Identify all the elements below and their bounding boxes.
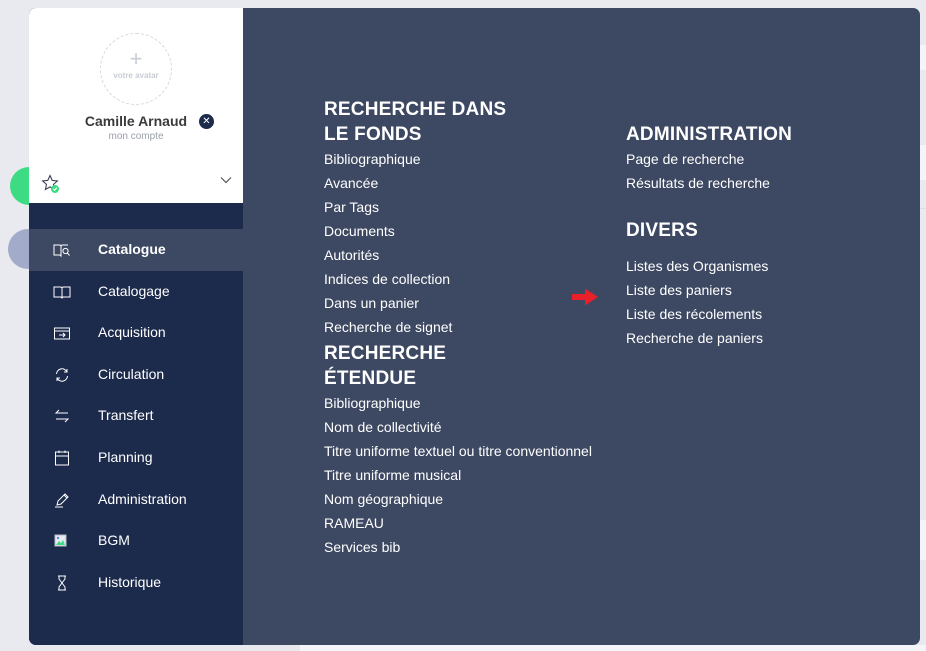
avatar-placeholder-text: votre avatar [113,71,159,80]
menu-column-left [324,97,592,559]
background-fragment [920,145,926,180]
link-autorites[interactable]: Autorités [324,247,380,263]
section-title-recherche-fonds [324,97,592,147]
nav-item-administration[interactable] [29,479,243,521]
star-favorites-icon[interactable] [41,174,61,194]
background-divider [920,208,926,209]
menu-column-right [626,122,792,350]
link-titre-uniforme-textuel[interactable]: Titre uniforme textuel ou titre conventionnel [324,443,592,459]
link-titre-uniforme-musical[interactable]: Titre uniforme musical [324,467,462,483]
refresh-icon [53,366,71,384]
nav-label: Administration [98,490,187,507]
link-avancee[interactable]: Avancée [324,175,379,191]
book-search-icon [53,241,71,259]
arrow-right-icon [571,287,599,307]
section-title-line: ADMINISTRATION [626,124,793,145]
background-fragment [300,645,926,651]
link-page-recherche[interactable]: Page de recherche [626,151,745,167]
chevron-down-icon[interactable] [220,175,232,185]
my-account-link[interactable]: mon compte [108,131,164,142]
link-liste-recolements[interactable]: Liste des récolements [626,306,763,322]
background-fragment [920,45,926,70]
nav-item-acquisition[interactable] [29,312,243,354]
avatar-upload[interactable] [100,33,172,105]
nav-item-circulation[interactable] [29,354,243,396]
link-listes-organismes[interactable]: Listes des Organismes [626,258,769,274]
link-bibliographique-etendue[interactable]: Bibliographique [324,395,421,411]
nav-label: Planning [98,448,153,465]
section-title-recherche-etendue [324,341,592,391]
link-recherche-signet[interactable]: Recherche de signet [324,319,453,335]
section-title-line: DIVERS [626,220,698,241]
nav-item-planning[interactable] [29,437,243,479]
navigation-overlay [29,8,920,645]
nav-label: Transfert [98,407,154,424]
link-dans-un-panier[interactable]: Dans un panier [324,295,419,311]
calendar-icon [53,449,71,467]
user-name: Camille Arnaud [84,113,188,129]
link-recherche-paniers[interactable]: Recherche de paniers [626,330,763,346]
inbox-arrow-icon [53,324,71,342]
section-title-administration [626,122,792,147]
section-title-line: RECHERCHE [324,343,447,364]
link-resultats-recherche[interactable]: Résultats de recherche [626,175,770,191]
section-title-line: LE FONDS [324,124,422,145]
nav-label: Circulation [98,365,165,382]
nav-item-transfert[interactable] [29,395,243,437]
link-indices-collection[interactable]: Indices de collection [324,271,451,287]
nav-label: BGM [98,532,130,549]
nav-item-catalogue[interactable] [29,229,243,271]
sidebar [29,8,243,645]
nav-label: Acquisition [98,324,166,341]
main-nav [29,229,243,603]
swap-arrows-icon [53,407,71,425]
link-bibliographique[interactable]: Bibliographique [324,151,421,167]
section-title-divers [626,218,792,243]
close-icon[interactable]: ✕ [199,114,214,129]
nav-label: Catalogage [98,282,170,299]
section-title-line: ÉTENDUE [324,368,417,389]
link-liste-paniers[interactable]: Liste des paniers [626,282,732,298]
link-documents[interactable]: Documents [324,223,395,239]
link-par-tags[interactable]: Par Tags [324,199,379,215]
nav-item-bgm[interactable] [29,520,243,562]
nav-item-catalogage[interactable] [29,271,243,313]
user-profile-panel [29,8,243,203]
plus-icon: + [129,46,143,71]
link-rameau[interactable]: RAMEAU [324,515,384,531]
background-fragment [920,520,926,560]
link-services-bib[interactable]: Services bib [324,539,401,555]
nav-label: Historique [98,573,162,590]
nav-label: Catalogue [98,241,166,257]
nav-item-historique[interactable] [29,562,243,604]
section-title-line: RECHERCHE DANS [324,99,507,120]
link-nom-geographique[interactable]: Nom géographique [324,491,444,507]
pen-icon [53,491,71,509]
open-book-icon [53,283,71,301]
link-nom-collectivite[interactable]: Nom de collectivité [324,419,442,435]
hourglass-icon [53,574,71,592]
broken-image-icon [53,532,71,550]
